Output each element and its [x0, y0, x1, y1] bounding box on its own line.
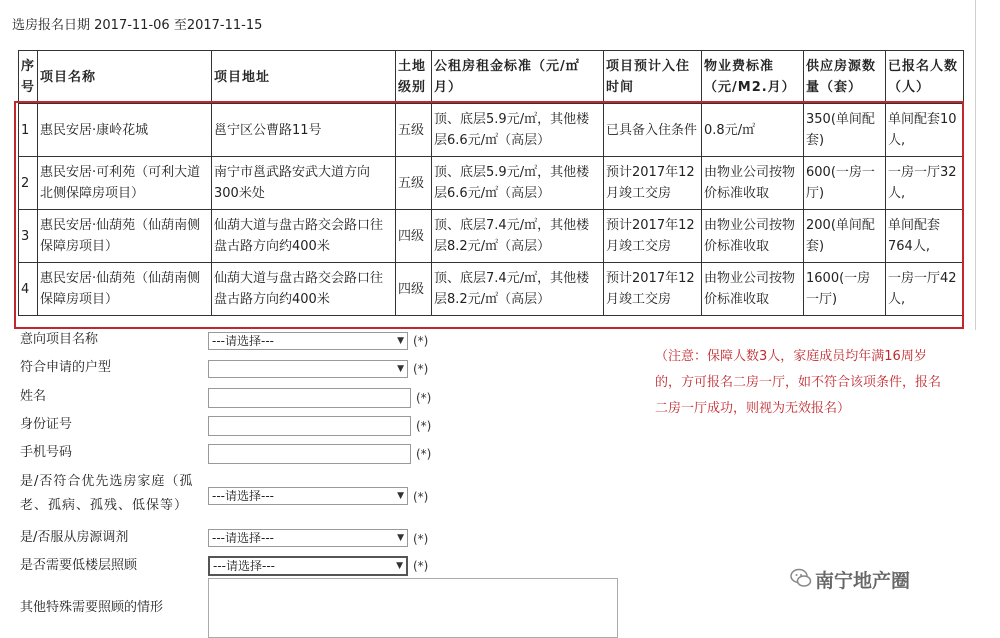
table-row — [19, 210, 964, 263]
cell-index: 3 — [19, 210, 38, 263]
dropdown-arrow-icon: ▼ — [396, 561, 403, 571]
dropdown-arrow-icon: ▼ — [397, 336, 404, 346]
dropdown-arrow-icon: ▼ — [397, 364, 404, 374]
header-move-in-time: 项目预计入住时间 — [604, 51, 702, 104]
required-mark: (*) — [413, 490, 429, 504]
required-mark: (*) — [413, 532, 429, 546]
unit-type-select[interactable] — [208, 360, 408, 378]
dropdown-arrow-icon: ▼ — [397, 533, 404, 543]
cell-address: 仙葫大道与盘古路交会路口往盘古路方向约400米 — [212, 263, 396, 316]
cell-move-in-time: 预计2017年12月竣工交房 — [604, 263, 702, 316]
required-mark: (*) — [416, 447, 432, 461]
priority-label-line2: 老、孤病、孤残、低保等） — [20, 498, 189, 513]
priority-select[interactable] — [208, 487, 408, 505]
cell-land-grade: 五级 — [396, 157, 432, 210]
cell-move-in-time: 预计2017年12月竣工交房 — [604, 210, 702, 263]
cell-supply-count: 600(一房一厅) — [804, 157, 886, 210]
cell-move-in-time: 已具备入住条件 — [604, 104, 702, 157]
project-table — [18, 50, 964, 316]
notice-line: 的，方可报名二房一厅，如不符合该项条件，报名 — [655, 375, 942, 390]
table-header-row — [19, 51, 964, 104]
notice-line: 二房一厅成功，则视为无效报名） — [655, 401, 851, 416]
cell-property-fee: 由物业公司按物价标准收取 — [702, 157, 804, 210]
cell-property-fee: 0.8元/㎡ — [702, 104, 804, 157]
cell-supply-count: 200(单间配套) — [804, 210, 886, 263]
cell-index: 4 — [19, 263, 38, 316]
table-row — [19, 263, 964, 316]
required-mark: (*) — [413, 559, 429, 573]
header-property-fee: 物业费标准（元/M2.月） — [702, 51, 804, 104]
cell-property-fee: 由物业公司按物价标准收取 — [702, 210, 804, 263]
project-select[interactable] — [208, 332, 408, 350]
cell-project-name: 惠民安居·仙葫苑（仙葫南侧保障房项目） — [38, 210, 212, 263]
cell-registered-count: 一房一厅32人, — [886, 157, 964, 210]
wechat-icon — [790, 567, 812, 589]
cell-registered-count: 单间配套10人, — [886, 104, 964, 157]
phone-label: 手机号码 — [20, 445, 73, 460]
id-number-input[interactable] — [208, 416, 411, 436]
project-label: 意向项目名称 — [20, 332, 99, 347]
cell-index: 2 — [19, 157, 38, 210]
required-mark: (*) — [416, 391, 432, 405]
header-project-name: 项目名称 — [38, 51, 212, 104]
required-mark: (*) — [413, 362, 429, 376]
required-mark: (*) — [416, 419, 432, 433]
cell-project-name: 惠民安居·可利苑（可利大道北侧保障房项目） — [38, 157, 212, 210]
header-registered-count: 已报名人数（人） — [886, 51, 964, 104]
project-select-value: ---请选择--- — [212, 334, 274, 348]
cell-land-grade: 四级 — [396, 263, 432, 316]
notice-line: （注意：保障人数3人，家庭成员均年满16周岁 — [655, 349, 927, 364]
phone-input[interactable] — [208, 444, 411, 464]
watermark: 南宁地产圈 — [815, 570, 911, 592]
header-address: 项目地址 — [212, 51, 396, 104]
other-needs-textarea[interactable] — [208, 578, 618, 638]
cell-supply-count: 350(单间配套) — [804, 104, 886, 157]
priority-select-value: ---请选择--- — [212, 489, 274, 503]
cell-address: 仙葫大道与盘古路交会路口往盘古路方向约400米 — [212, 210, 396, 263]
other-needs-label: 其他特殊需要照顾的情形 — [20, 600, 164, 615]
header-land-grade: 土地级别 — [396, 51, 432, 104]
page-border — [975, 0, 976, 330]
header-index: 序号 — [19, 51, 38, 104]
accept-adjust-select[interactable] — [208, 529, 408, 547]
low-floor-select[interactable] — [208, 556, 408, 576]
cell-rent-standard: 顶、底层5.9元/㎡，其他楼层6.6元/㎡（高层） — [432, 157, 604, 210]
cell-registered-count: 单间配套764人, — [886, 210, 964, 263]
cell-registered-count: 一房一厅42人, — [886, 263, 964, 316]
unit-type-label: 符合申请的户型 — [20, 360, 112, 375]
accept-adjust-select-value: ---请选择--- — [212, 531, 274, 545]
cell-rent-standard: 顶、底层7.4元/㎡，其他楼层8.2元/㎡（高层） — [432, 263, 604, 316]
low-floor-label: 是否需要低楼层照顾 — [20, 558, 138, 573]
cell-supply-count: 1600(一房一厅) — [804, 263, 886, 316]
notice-text — [655, 344, 975, 422]
cell-move-in-time: 预计2017年12月竣工交房 — [604, 157, 702, 210]
cell-rent-standard: 顶、底层7.4元/㎡，其他楼层8.2元/㎡（高层） — [432, 210, 604, 263]
required-mark: (*) — [413, 334, 429, 348]
name-label: 姓名 — [20, 389, 47, 404]
cell-rent-standard: 顶、底层5.9元/㎡，其他楼层6.6元/㎡（高层） — [432, 104, 604, 157]
cell-land-grade: 五级 — [396, 104, 432, 157]
dropdown-arrow-icon: ▼ — [397, 491, 404, 501]
id-number-label: 身份证号 — [20, 417, 73, 432]
cell-address: 南宁市邕武路安武大道方向300米处 — [212, 157, 396, 210]
header-supply-count: 供应房源数量（套） — [804, 51, 886, 104]
name-input[interactable] — [208, 388, 411, 408]
cell-land-grade: 四级 — [396, 210, 432, 263]
cell-project-name: 惠民安居·康岭花城 — [38, 104, 212, 157]
cell-index: 1 — [19, 104, 38, 157]
registration-period: 选房报名日期 2017-11-06 至2017-11-15 — [12, 18, 263, 33]
header-rent-standard: 公租房租金标准（元/㎡月） — [432, 51, 604, 104]
table-row — [19, 104, 964, 157]
cell-address: 邕宁区公曹路11号 — [212, 104, 396, 157]
priority-label-line1: 是/否符合优先选房家庭（孤 — [20, 474, 194, 489]
accept-adjust-label: 是/否服从房源调剂 — [20, 530, 129, 545]
table-row — [19, 157, 964, 210]
cell-project-name: 惠民安居·仙葫苑（仙葫南侧保障房项目） — [38, 263, 212, 316]
low-floor-select-value: ---请选择--- — [213, 559, 275, 573]
cell-property-fee: 由物业公司按物价标准收取 — [702, 263, 804, 316]
